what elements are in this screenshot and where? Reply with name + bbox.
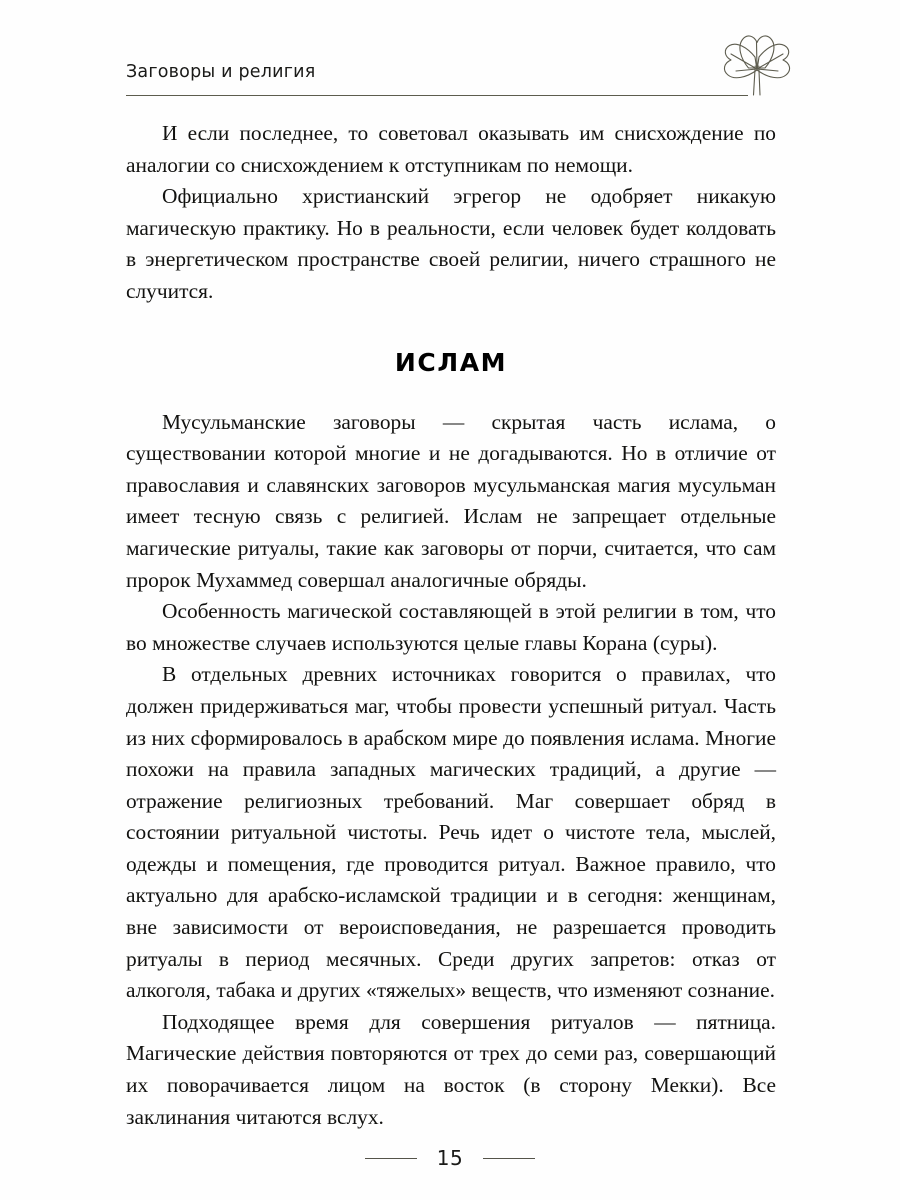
paragraph: Официально христианский эгрегор не одобряет никакую магическую практику. Но в реальности, если человек будет колдовать в энергетическом пространстве своей религии, ничего страшного не случится.: [126, 184, 776, 303]
clover-ornament: [703, 14, 817, 102]
spacer: [126, 377, 776, 407]
page-footer: [0, 1146, 900, 1170]
page-text-block: [126, 118, 776, 1133]
paragraph: Особенность магической составляющей в этой религии в том, что во множестве случаев используются целые главы Корана (суры).: [126, 599, 776, 655]
running-head-title: Заговоры и религия: [126, 62, 316, 82]
paragraph: В отдельных древних источниках говорится о правилах, что должен придерживаться маг, чтобы провести успешный ритуал. Часть из них сформировалось в арабском мире до появления ислама. Многие похожи на правила западных магических традиций, а другие — отражение религиозных требований. Маг совершает обряд в состоянии ритуальной чистоты. Речь идет о чистоте тела, мыслей, одежды и помещения, где проводится ритуал. Важное правило, что актуально для арабско-исламской традиции и в сегодня: женщинам, вне зависимости от вероисповедания, не разрешается проводить ритуалы в период месячных. Среди других запретов: отказ от алкоголя, табака и других «тяжелых» веществ, что изменяют сознание.: [126, 662, 776, 1003]
paragraph: И если последнее, то советовал оказывать им снисхождение по аналогии со снисхождением к отступникам по немощи.: [126, 121, 776, 177]
section-heading: ИСЛАМ: [394, 347, 508, 377]
page-number: 15: [436, 1146, 464, 1170]
folio-rule-left: [365, 1158, 417, 1159]
paragraph: Мусульманские заговоры — скрытая часть ислама, о существовании которой многие и не догадываются. Но в отличие от православия и славянских заговоров мусульманская магия мусульман имеет тесную связь с религией. Ислам не запрещает отдельные магические ритуалы, такие как заговоры от порчи, считается, что сам пророк Мухаммед совершал аналогичные обряды.: [126, 409, 776, 592]
running-head: [126, 64, 766, 104]
paragraph: Подходящее время для совершения ритуалов — пятница. Магические действия повторяются от трех до семи раз, совершающий их поворачивается лицом на восток (в сторону Мекки). Все заклинания читаются вслух.: [126, 1009, 776, 1129]
header-rule: [126, 95, 748, 96]
spacer: [126, 308, 776, 348]
folio-rule-right: [483, 1158, 535, 1159]
